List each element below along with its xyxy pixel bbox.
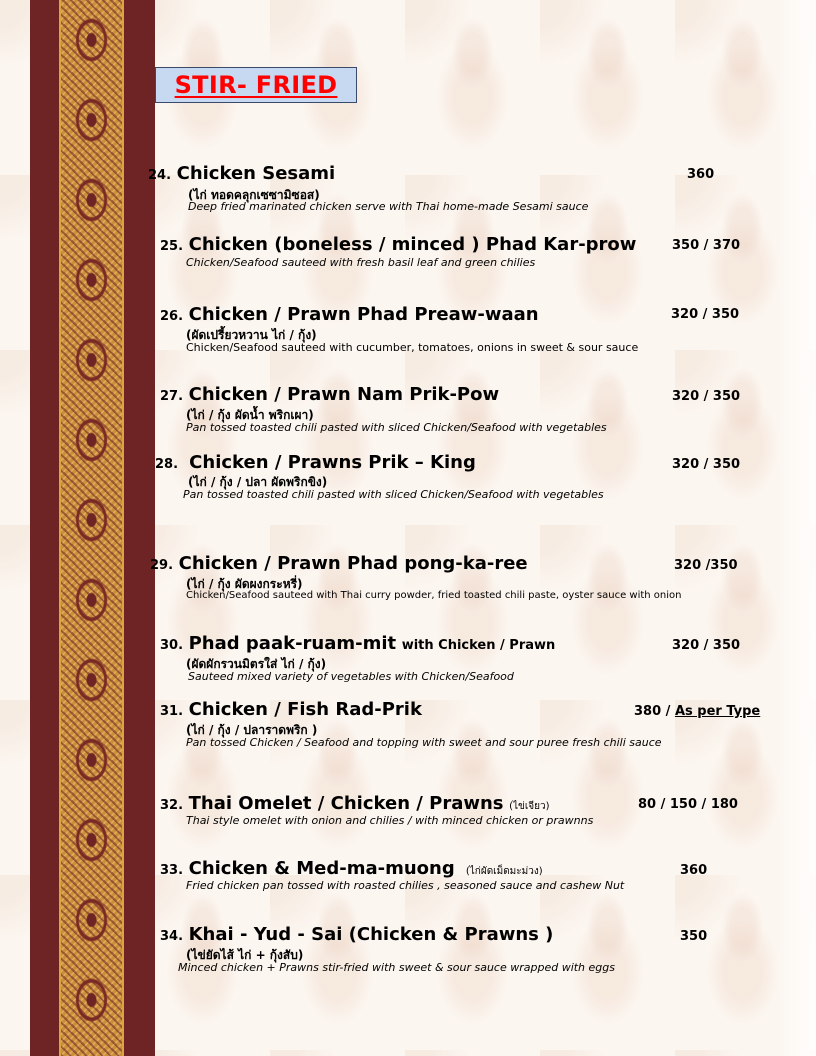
item-description: Minced chicken + Prawns stir-fried with sweet & sour sauce wrapped with eggs (178, 961, 615, 974)
item-description: Chicken/Seafood sauteed with Thai curry powder, fried toasted chili paste, oyster sauce with onion (186, 590, 682, 601)
thai-ornament-band (59, 0, 124, 1056)
item-price: 350 (680, 929, 708, 944)
item-number: 28. (155, 457, 179, 472)
item-name: Chicken Sesami (176, 163, 336, 184)
item-thai-name: (ไก่ / กุ้ง ผัดผงกระหรี่) (186, 577, 303, 591)
item-number: 33. (160, 863, 184, 878)
item-description: Deep fried marinated chicken serve with Thai home-made Sesami sauce (188, 200, 589, 213)
item-name-suffix: with Chicken / Prawn (401, 638, 556, 653)
item-price: 320 / 350 (671, 307, 740, 322)
item-price: 320 / 350 (672, 457, 741, 472)
item-name: Chicken & Med-ma-muong (188, 858, 455, 879)
item-description: Chicken/Seafood sauteed with cucumber, tomatoes, onions in sweet & sour sauce (186, 341, 639, 354)
item-number: 24. (148, 168, 172, 183)
item-description: Fried chicken pan tossed with roasted chilies , seasoned sauce and cashew Nut (186, 879, 625, 892)
item-name: Chicken (boneless / minced ) Phad Kar-prow (188, 234, 637, 255)
item-name: Chicken / Fish Rad-Prik (188, 699, 422, 720)
item-price: 360 (687, 167, 715, 182)
item-name: Thai Omelet / Chicken / Prawns (188, 793, 504, 814)
item-name: Chicken / Prawns Prik – King (189, 452, 476, 473)
item-name: Chicken / Prawn Phad Preaw-waan (188, 304, 539, 325)
item-price: 320 / 350 (672, 638, 741, 653)
item-number: 26. (160, 309, 184, 324)
item-description: Thai style omelet with onion and chilies / with minced chicken or prawnns (186, 814, 594, 827)
item-price: 360 (680, 863, 708, 878)
item-number: 31. (160, 704, 184, 719)
item-price (634, 704, 760, 719)
item-description: Pan tossed toasted chili pasted with sliced Chicken/Seafood with vegetables (183, 488, 604, 501)
item-number: 29. (150, 558, 174, 573)
item-thai-name: (ไก่ / กุ้ง / ปลา ผัดพริกขิง) (188, 475, 328, 489)
section-title: STIR- FRIED (174, 71, 338, 99)
item-price-value: 380 / (634, 704, 675, 719)
item-description: Pan tossed Chicken / Seafood and topping with sweet and sour puree fresh chili sauce (186, 736, 662, 749)
item-thai-name: (ไก่ / กุ้ง / ปลาราดพริก ) (186, 723, 318, 737)
item-price: 350 / 370 (672, 238, 741, 253)
item-description: Sauteed mixed variety of vegetables with Chicken/Seafood (188, 670, 514, 683)
item-thai-name: (ไข่ยัดไส้ ไก่ + กุ้งสับ) (186, 948, 304, 962)
as-per-type-link[interactable]: As per Type (674, 704, 761, 719)
item-number: 27. (160, 389, 184, 404)
item-description: Pan tossed toasted chili pasted with sliced Chicken/Seafood with vegetables (186, 421, 607, 434)
item-thai-name: (ไข่เจียว) (509, 801, 550, 812)
item-number: 34. (160, 929, 184, 944)
item-number: 30. (160, 638, 184, 653)
item-price: 80 / 150 / 180 (638, 797, 738, 812)
section-title-box (155, 67, 357, 103)
item-name: Chicken / Prawn Nam Prik-Pow (188, 384, 500, 405)
item-number: 32. (160, 798, 184, 813)
item-thai-name: (ผัดผักรวนมิตรใส่ ไก่ / กุ้ง) (186, 657, 327, 671)
item-price: 320 / 350 (672, 389, 741, 404)
item-name: Khai - Yud - Sai (Chicken & Prawns ) (188, 924, 554, 945)
item-name: Chicken / Prawn Phad pong-ka-ree (178, 553, 528, 574)
item-thai-name: (ไก่ / กุ้ง ผัดน้ำ พริกเผา) (186, 408, 314, 422)
item-price: 320 /350 (674, 558, 738, 573)
item-name: Phad paak-ruam-mit (188, 633, 397, 654)
item-thai-name: (ไก่ ทอดคลุกเซซามิซอส) (188, 188, 320, 202)
item-thai-name: (ผัดเปรี้ยวหวาน ไก่ / กุ้ง) (186, 328, 317, 342)
item-number: 25. (160, 239, 184, 254)
item-description: Chicken/Seafood sauteed with fresh basil leaf and green chilies (186, 256, 536, 269)
page-edge-fade (776, 0, 816, 1056)
item-thai-name: (ไก่ผัดเม็ดมะม่วง) (465, 866, 543, 877)
